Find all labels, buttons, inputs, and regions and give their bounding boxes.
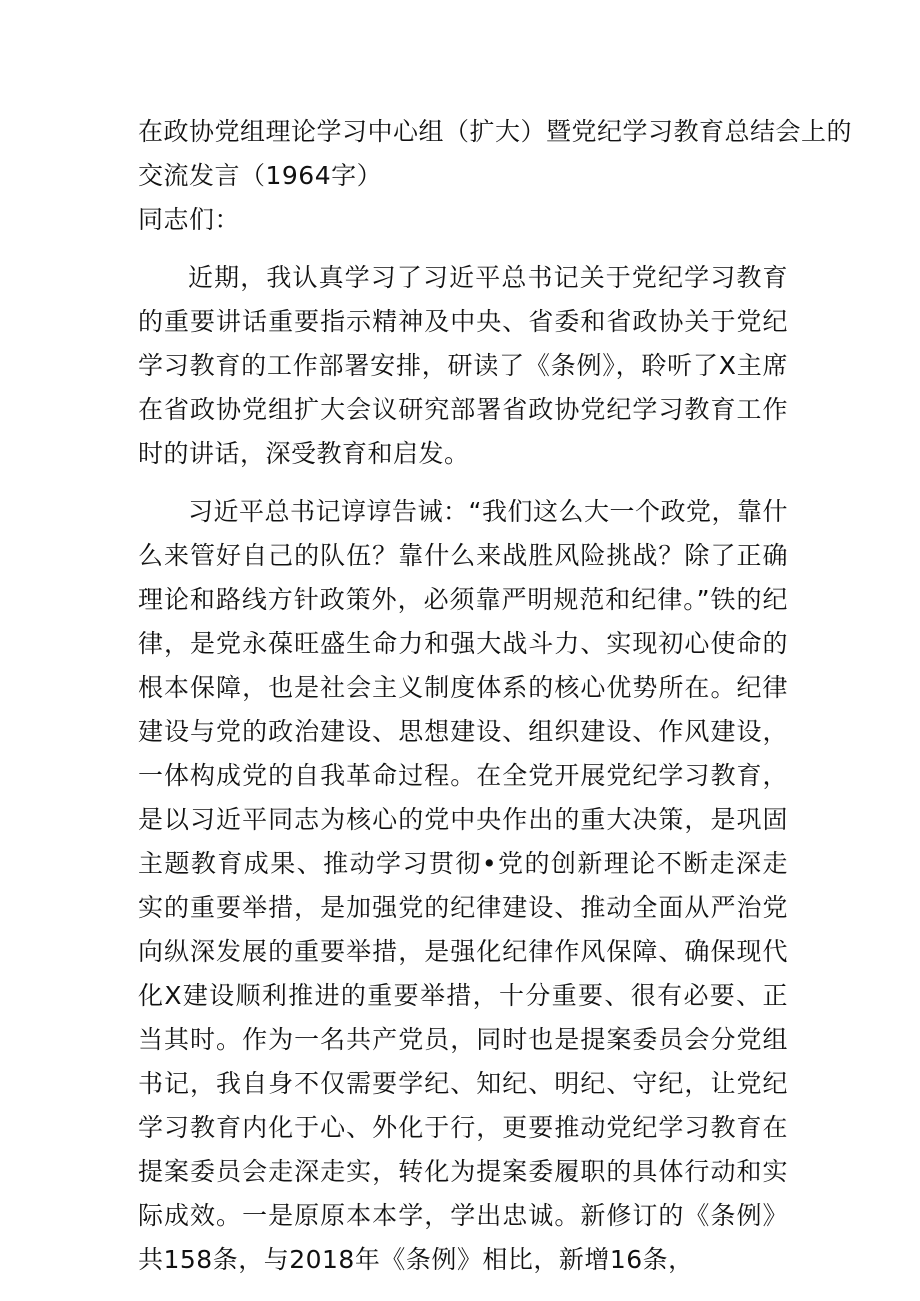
title-line-2: 交流发言（1964字） (138, 161, 383, 190)
title-line-1: 在政协党组理论学习中心组（扩大）暨党纪学习教育总结会上的 (138, 117, 853, 146)
document-title (138, 110, 853, 198)
paragraph-2: 习近平总书记谆谆告诫：“我们这么大一个政党，靠什么来管好自己的队伍？靠什么来战胜风险挑战？除了正确理论和路线方针政策外，必须靠严明规范和纪律。”铁的纪律，是党永葆旺盛生命力和强大战斗力、实现初心使命的根本保障，也是社会主义制度体系的核心优势所在。纪律建设与党的政治建设、思想建设、组织建设、作风建设，一体构成党的自我革命过程。在全党开展党纪学习教育，是以习近平同志为核心的党中央作出的重大决策，是巩固主题教育成果、推动学习贯彻•党的创新理论不断走深走实的重要举措，是加强党的纪律建设、推动全面从严治党向纵深发展的重要举措，是强化纪律作风保障、确保现代化X建设顺利推进的重要举措，十分重要、很有必要、正当其时。作为一名共产党员，同时也是提案委员会分党组书记，我自身不仅需要学纪、知纪、明纪、守纪，让党纪学习教育内化于心、外化于行，更要推动党纪学习教育在提案委员会走深走实，转化为提案委履职的具体行动和实际成效。一是原原本本学，学出忠诚。新修订的《条例》共158条，与2018年《条例》相比，新增16条， (138, 497, 788, 1274)
paragraph-1: 近期，我认真学习了习近平总书记关于党纪学习教育的重要讲话重要指示精神及中央、省委和省政协关于党纪学习教育的工作部署安排，研读了《条例》，聆听了X主席在省政协党组扩大会议研究部署省政协党纪学习教育工作时的讲话，深受教育和启发。 (138, 263, 788, 468)
document-body (138, 110, 853, 1282)
salutation: 同志们： (138, 205, 241, 234)
